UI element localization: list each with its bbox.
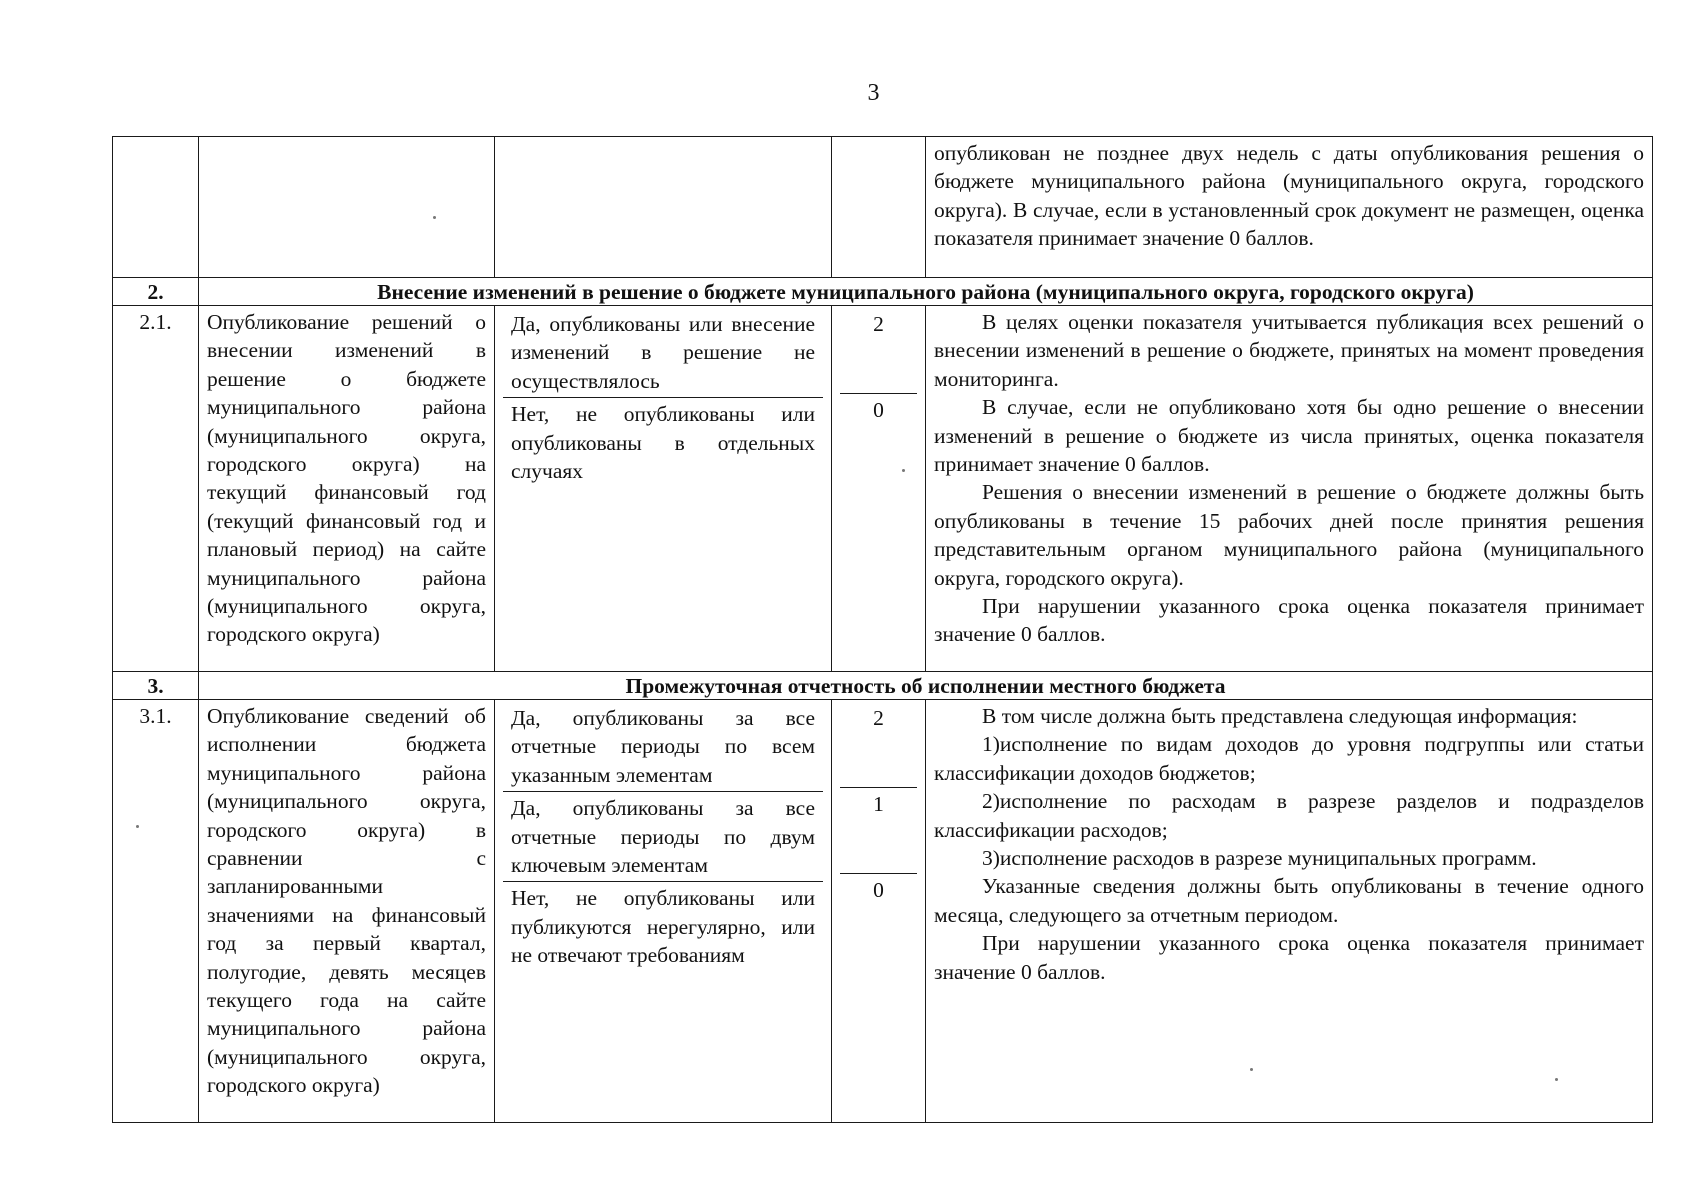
continuation-row: [113, 137, 1653, 278]
description-paragraph: Указанные сведения должны быть опубликованы в течение одного месяца, следующего за отчетным периодом.: [934, 874, 1644, 927]
cont-score-cell: [832, 137, 926, 278]
score-value: 1: [840, 788, 917, 874]
section-3-title: Промежуточная отчетность об исполнении местного бюджета: [199, 672, 1653, 700]
section-2-title: Внесение изменений в решение о бюджете муниципального района (муниципального округа, городского округа): [199, 278, 1653, 306]
row-2-1-scores: [832, 306, 926, 672]
description-paragraph: Решения о внесении изменений в решение о бюджете должны быть опубликованы в течение 15 рабочих дней после принятия решения представительным органом муниципального района (муниципального округа, городского округа).: [934, 480, 1644, 590]
section-2-number: 2.: [113, 278, 199, 306]
option-text: Нет, не опубликованы или опубликованы в отдельных случаях: [511, 402, 815, 484]
option-text: Да, опубликованы за все отчетные периоды по двум ключевым элементам: [503, 792, 823, 882]
scan-speck: [1555, 1078, 1558, 1081]
scan-speck: [136, 825, 139, 828]
score-value: 0: [873, 398, 884, 422]
row-3-1-options: [495, 700, 832, 1123]
row-2-1: [113, 306, 1653, 672]
row-3-1-description: [926, 700, 1653, 1123]
row-2-1-description: [926, 306, 1653, 672]
page-number: 3: [867, 80, 880, 106]
option-text: Нет, не опубликованы или публикуются нерегулярно, или не отвечают требованиям: [511, 886, 815, 968]
row-2-1-indicator: Опубликование решений о внесении изменений в решение о бюджете муниципального района (муниципального округа, городского округа) на текущий финансовый год (текущий финансовый год и плановый период) на сайте муниципального района (муниципального округа, городского округа): [199, 306, 495, 672]
cont-options-cell: [495, 137, 832, 278]
row-3-1-number: 3.1.: [113, 700, 199, 1123]
row-3-1: [113, 700, 1653, 1123]
scan-speck: [433, 216, 436, 219]
row-2-1-options: [495, 306, 832, 672]
description-paragraph: В целях оценки показателя учитывается публикация всех решений о внесении изменений в решение о бюджете, принятых на момент проведения мониторинга.: [934, 310, 1644, 391]
description-paragraph: В случае, если не опубликовано хотя бы одно решение о внесении изменений в решение о бюджете из числа принятых, оценка показателя принимает значение 0 баллов.: [934, 395, 1644, 477]
score-value: 2: [840, 702, 917, 788]
score-value: 2: [840, 308, 917, 394]
scan-speck: [1250, 1068, 1253, 1071]
scan-speck: [902, 469, 905, 472]
description-intro: В том числе должна быть представлена следующая информация:: [982, 704, 1578, 728]
cont-number-cell: [113, 137, 199, 278]
option-text: Да, опубликованы за все отчетные периоды по всем указанным элементам: [503, 702, 823, 792]
score-value: 0: [873, 878, 884, 902]
section-2-row: [113, 278, 1653, 306]
description-list-item: 2)исполнение по расходам в разрезе разделов и подразделов классификации расходов;: [934, 789, 1644, 842]
option-text: Да, опубликованы или внесение изменений в решение не осуществлялось: [503, 308, 823, 398]
description-paragraph: При нарушении указанного срока оценка показателя принимает значение 0 баллов.: [934, 594, 1644, 647]
section-3-row: [113, 672, 1653, 700]
row-3-1-indicator: Опубликование сведений об исполнении бюджета муниципального района (муниципального округа, городского округа) в сравнении с запланированными значениями на финансовый год за первый квартал, полугодие, девять месяцев текущего года на сайте муниципального района (муниципального округа, городского округа): [199, 700, 495, 1123]
criteria-table: [112, 136, 1653, 1123]
description-paragraph: При нарушении указанного срока оценка показателя принимает значение 0 баллов.: [934, 931, 1644, 984]
description-list-item: 1)исполнение по видам доходов до уровня подгруппы или статьи классификации доходов бюджетов;: [934, 732, 1644, 785]
cont-indicator-cell: [199, 137, 495, 278]
section-3-number: 3.: [113, 672, 199, 700]
row-3-1-scores: [832, 700, 926, 1123]
row-2-1-number: 2.1.: [113, 306, 199, 672]
description-list-item: 3)исполнение расходов в разрезе муниципальных программ.: [982, 846, 1537, 871]
cont-description: опубликован не позднее двух недель с даты опубликования решения о бюджете муниципального района (муниципального округа, городского округа). В случае, если в установленный срок документ не размещен, оценка показателя принимает значение 0 баллов.: [926, 137, 1653, 278]
